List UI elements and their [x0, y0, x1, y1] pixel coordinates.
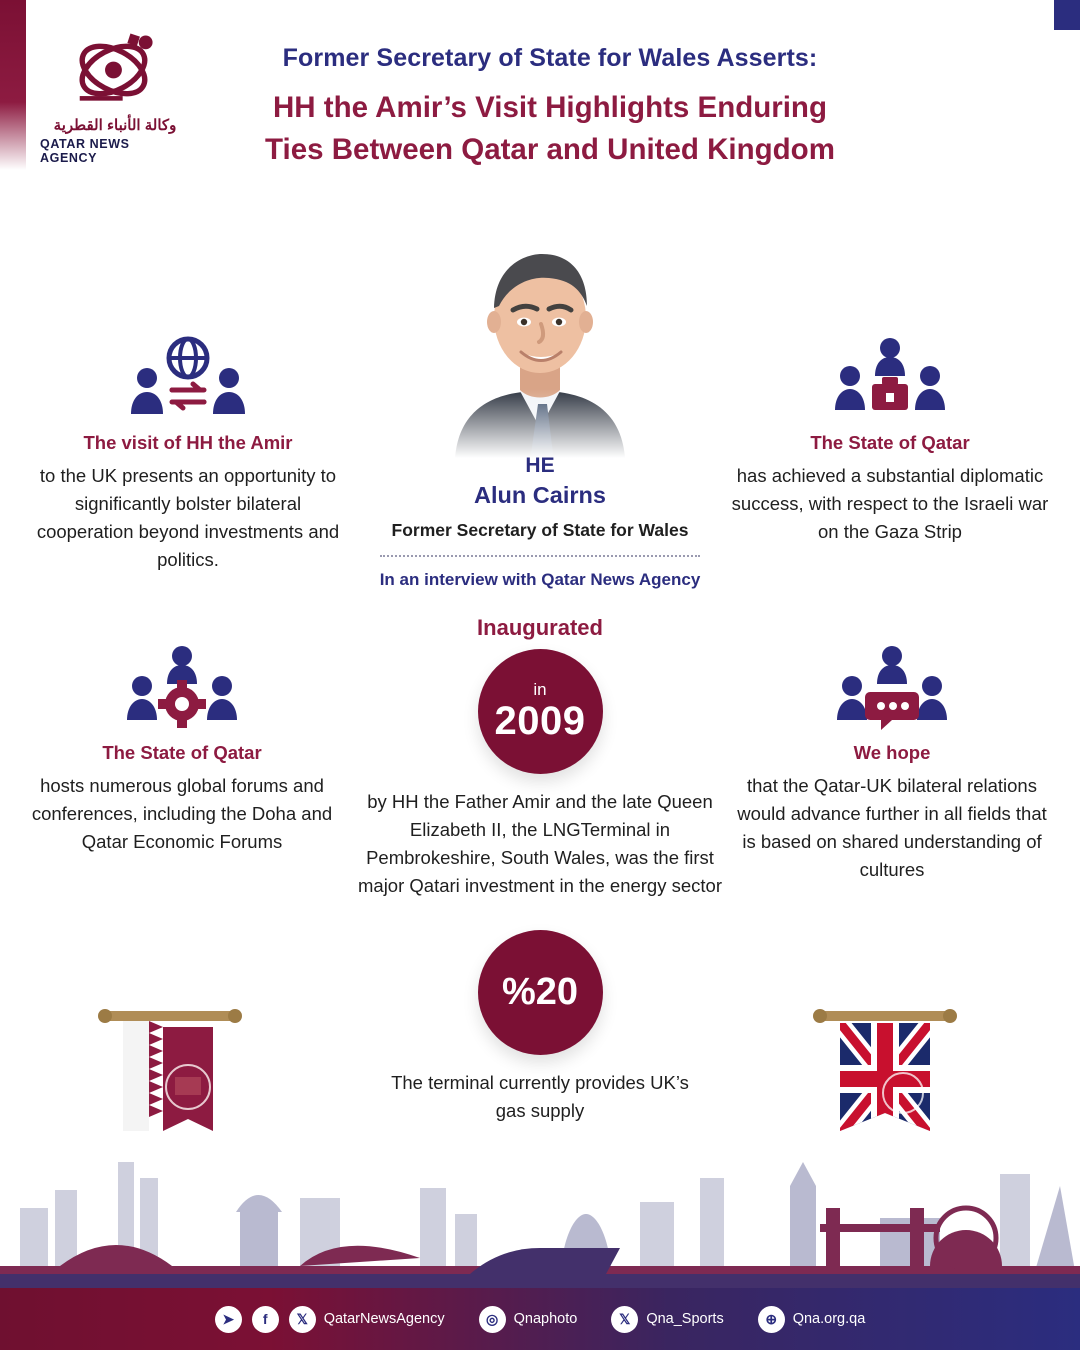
inaugurated-title: Inaugurated [477, 615, 603, 640]
headline [200, 44, 900, 171]
footer-social-bar [0, 1288, 1080, 1350]
portrait-photo [425, 228, 655, 458]
percent-section [390, 930, 690, 1125]
footer-label-x: QatarNewsAgency [323, 1311, 445, 1327]
person-name: Alun Cairns [474, 482, 606, 509]
inaugurated-section [355, 615, 725, 900]
gear-people-icon [22, 640, 342, 736]
portrait-container [405, 228, 675, 458]
block-body: that the Qatar-UK bilateral relations would advance further in all fields that is based on shared understanding of cultures [737, 775, 1047, 881]
block-state-of-qatar-diplomacy [730, 330, 1050, 546]
year-badge [478, 649, 603, 774]
instagram-icon[interactable]: ◎ [479, 1306, 506, 1333]
block-lead: The visit of HH the Amir [83, 432, 293, 453]
logo-arabic-name: وكالة الأنباء القطرية [53, 117, 177, 134]
block-lead: The State of Qatar [102, 742, 262, 763]
globe-icon[interactable]: ⊕ [758, 1306, 785, 1333]
footer-item-x[interactable] [289, 1306, 445, 1333]
block-body: hosts numerous global forums and conferences, including the Doha and Qatar Economic Forums [31, 775, 333, 853]
logo-english-name: QATAR NEWS AGENCY [40, 137, 130, 165]
facebook-icon[interactable]: f [252, 1306, 279, 1333]
inaugurated-body: by HH the Father Amir and the late Queen Elizabeth II, the LNGTerminal in Pembrokeshire, South Wales, was the first major Qatari investment in the energy sector [358, 791, 722, 897]
block-body: to the UK presents an opportunity to significantly bolster bilateral cooperation beyond investments and politics. [36, 465, 340, 571]
footer-item-facebook[interactable] [252, 1306, 279, 1333]
corner-accent-left [0, 0, 26, 170]
block-we-hope [732, 640, 1052, 884]
year-badge-value: 2009 [494, 699, 586, 743]
percent-body: The terminal currently provides UK’s gas supply [391, 1072, 689, 1121]
footer-item-website[interactable] [758, 1306, 866, 1333]
qna-atom-logo-icon [69, 30, 161, 110]
chat-people-icon [732, 640, 1052, 736]
skyline-illustration [0, 1128, 1080, 1288]
corner-accent-right [1054, 0, 1080, 30]
block-body: has achieved a substantial diplomatic success, with respect to the Israeli war on the Gaza Strip [731, 465, 1049, 543]
footer-item-telegram[interactable] [215, 1306, 242, 1333]
footer-item-instagram[interactable] [479, 1306, 578, 1333]
x-twitter-icon[interactable]: 𝕏 [289, 1306, 316, 1333]
telegram-icon[interactable]: ➤ [215, 1306, 242, 1333]
block-lead: The State of Qatar [810, 432, 970, 453]
qna-logo [40, 30, 190, 170]
x-twitter-icon-2[interactable]: 𝕏 [611, 1306, 638, 1333]
block-state-of-qatar-forums [22, 640, 342, 856]
block-visit-of-hh-the-amir [28, 330, 348, 574]
person-role: Former Secretary of State for Wales [391, 520, 689, 541]
footer-item-x-sports[interactable] [611, 1306, 723, 1333]
footer-label-x-sports: Qna_Sports [646, 1311, 724, 1327]
person-honorific: HE [525, 454, 555, 477]
interview-note: In an interview with Qatar News Agency [379, 570, 701, 590]
corner-accent-right-gap [1040, 0, 1054, 30]
headline-kicker: Former Secretary of State for Wales Asserts: [282, 44, 818, 72]
divider-dotted [380, 555, 700, 557]
footer-label-website: Qna.org.qa [792, 1311, 866, 1327]
percent-badge: %20 [478, 930, 603, 1055]
globe-exchange-people-icon [28, 330, 348, 426]
person-identity [355, 452, 725, 590]
block-lead: We hope [853, 742, 931, 763]
headline-title-line1: HH the Amir’s Visit Highlights Enduring [273, 91, 827, 124]
headline-title-line2: Ties Between Qatar and United Kingdom [265, 132, 835, 166]
briefcase-meeting-icon [730, 330, 1050, 426]
footer-label-instagram: Qnaphoto [513, 1311, 578, 1327]
year-badge-prefix: in [533, 680, 547, 699]
